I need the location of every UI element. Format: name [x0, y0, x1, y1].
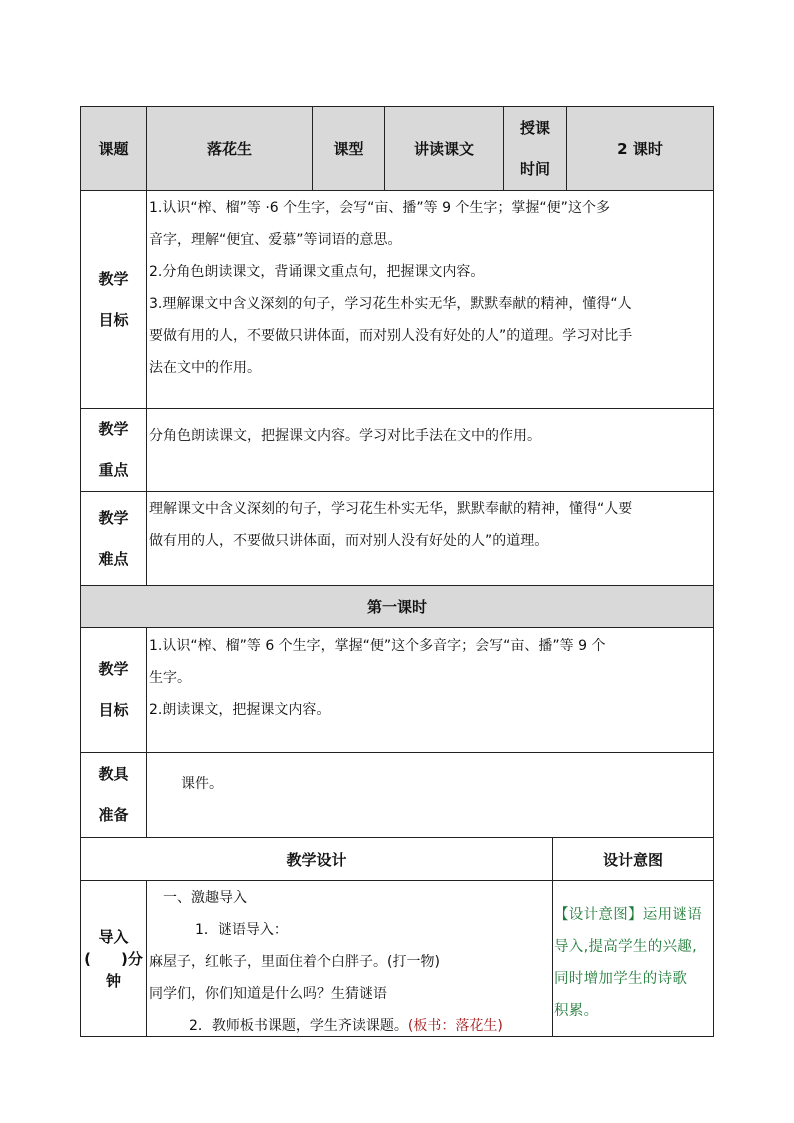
goals-label — [80, 190, 147, 409]
period-goals-line: 1.认识“榨、榴”等 6 个生字，掌握“便”这个多音字；会写“亩、播”等 9 个 — [149, 638, 606, 654]
goals-line: 2.分角色朗读课文，背诵课文重点句，把握课文内容。 — [149, 264, 485, 280]
difficulties-label-line2: 难点 — [98, 549, 129, 568]
tools-text — [146, 752, 714, 838]
type-value: 讲读课文 — [384, 106, 504, 191]
period-goals-line: 2.朗读课文，把握课文内容。 — [149, 702, 331, 718]
time-label-line1: 授课 — [519, 118, 550, 137]
goals-line: 法在文中的作用。 — [149, 360, 261, 376]
goals-text — [146, 190, 714, 409]
intent-header: 设计意图 — [552, 837, 714, 881]
intro-line-text: 2．教师板书课题，学生齐读课题。 — [189, 1018, 408, 1034]
key-points-text — [146, 408, 714, 492]
goals-line: 要做有用的人，不要做只讲体面，而对别人没有好处的人”的道理。学习对比手 — [149, 328, 633, 344]
intent-line: 同时增加学生的诗歌 — [554, 971, 688, 987]
key-points-label-line1: 教学 — [98, 420, 129, 438]
difficulties-label — [80, 491, 147, 586]
intro-line: 一、激趣导入 — [163, 890, 247, 906]
period-goals-label-line2: 目标 — [98, 701, 129, 719]
time-label — [503, 106, 567, 191]
goals-line: 3.理解课文中含义深刻的句子，学习花生朴实无华，默默奉献的精神，懂得“人 — [149, 296, 632, 312]
difficulties-line: 理解课文中含义深刻的句子，学习花生朴实无华，默默奉献的精神，懂得“人要 — [149, 501, 633, 517]
topic-value: 落花生 — [146, 106, 313, 191]
tools-label-line2: 准备 — [98, 806, 129, 824]
tools-label — [80, 752, 147, 838]
intro-line: 同学们，你们知道是什么吗？生猜谜语 — [149, 986, 387, 1002]
key-points-label-line2: 重点 — [98, 461, 129, 479]
intro-line: 1．谜语导入： — [195, 922, 288, 938]
difficulties-label-line1: 教学 — [98, 508, 129, 527]
first-period-title: 第一课时 — [80, 585, 714, 628]
period-goals-label — [80, 627, 147, 753]
goals-line: 1.认识“榨、榴”等 ·6 个生字，会写“亩、播”等 9 个生字；掌握“便”这个多 — [149, 200, 610, 216]
period-goals-label-line1: 教学 — [98, 660, 129, 678]
difficulties-text — [146, 491, 714, 586]
topic-label: 课题 — [80, 106, 147, 191]
intent-text — [552, 880, 714, 1037]
intent-line: 导入,提高学生的兴趣, — [554, 939, 698, 955]
period-goals-text — [146, 627, 714, 753]
intro-label-line3: 钟 — [105, 971, 121, 990]
type-label: 课型 — [312, 106, 385, 191]
intro-line: 麻屋子，红帐子，里面住着个白胖子。(打一物) — [149, 954, 440, 970]
board-note: (板书：落花生) — [407, 1018, 503, 1034]
difficulties-line: 做有用的人，不要做只讲体面，而对别人没有好处的人”的道理。 — [149, 533, 549, 549]
period-goals-line: 生字。 — [149, 670, 191, 686]
intent-line: 【设计意图】运用谜语 — [554, 907, 702, 923]
intro-label — [80, 880, 147, 1037]
intro-label-line1: 导入 — [98, 927, 129, 946]
goals-label-line2: 目标 — [98, 310, 129, 329]
design-header: 教学设计 — [80, 837, 553, 881]
intro-line — [149, 1010, 503, 1042]
intro-text — [146, 880, 553, 1037]
intro-label-line2: ( )分 — [84, 949, 143, 968]
key-points-label — [80, 408, 147, 492]
time-label-line2: 时间 — [519, 159, 550, 178]
tools-line: 课件。 — [181, 776, 223, 792]
goals-line: 音字，理解“便宜、爱慕”等词语的意思。 — [149, 232, 402, 248]
intent-line: 积累。 — [554, 1003, 599, 1019]
key-points-line: 分角色朗读课文，把握课文内容。学习对比手法在文中的作用。 — [149, 428, 541, 444]
time-value: 2 课时 — [566, 106, 714, 191]
tools-label-line1: 教具 — [98, 765, 129, 783]
goals-label-line1: 教学 — [98, 269, 129, 288]
